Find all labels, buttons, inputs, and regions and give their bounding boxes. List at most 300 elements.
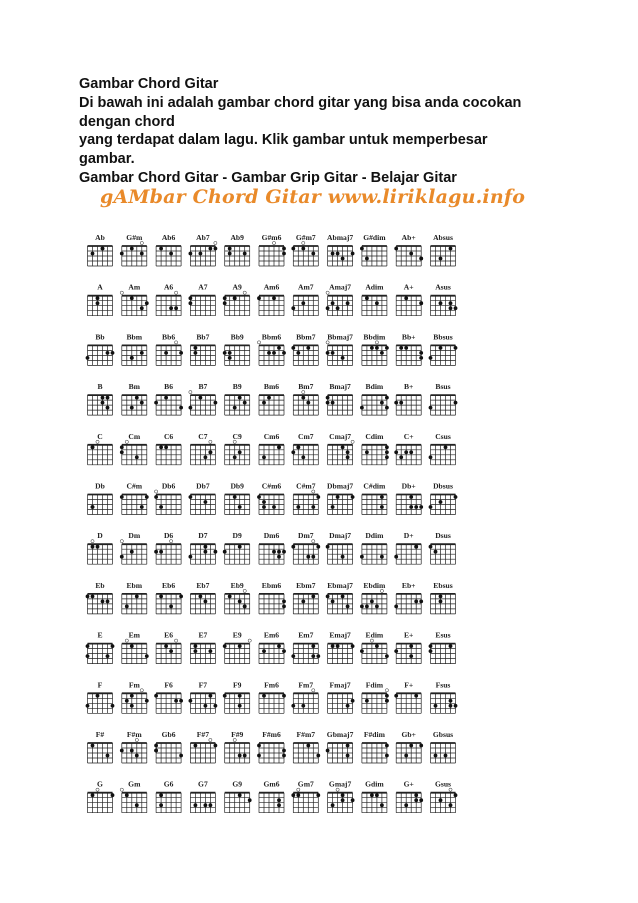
finger-dot	[164, 351, 168, 355]
fretboard	[88, 644, 113, 664]
finger-dot	[311, 595, 315, 599]
fretboard	[431, 296, 456, 316]
finger-dot	[223, 301, 227, 305]
finger-dot	[394, 555, 398, 559]
finger-dot	[380, 555, 384, 559]
chord-diagram-Db9	[225, 482, 250, 515]
fretboard	[225, 644, 250, 664]
finger-dot	[311, 252, 315, 256]
chord-diagram-Dbmaj7	[327, 482, 354, 515]
fretboard	[293, 743, 318, 763]
fretboard	[328, 693, 353, 713]
finger-dot	[145, 495, 149, 499]
finger-dot	[159, 505, 163, 509]
chord-label: Edim	[365, 630, 384, 640]
finger-dot	[209, 247, 213, 251]
finger-dot	[326, 749, 330, 753]
finger-dot	[262, 455, 266, 459]
finger-dot	[233, 455, 237, 459]
chord-label: Dbmaj7	[327, 481, 354, 491]
finger-dot	[351, 644, 355, 648]
chord-label: Eb7	[196, 580, 210, 590]
chord-diagram-Ebm6	[259, 581, 286, 614]
fretboard	[88, 345, 113, 365]
chord-diagram-F+	[394, 680, 421, 713]
fretboard	[293, 296, 318, 316]
finger-dot	[444, 445, 448, 449]
chord-diagram-C#m7	[293, 482, 320, 515]
finger-dot	[449, 306, 453, 310]
chord-label: Fm7	[298, 680, 314, 690]
finger-dot	[243, 252, 247, 256]
finger-dot	[272, 296, 276, 300]
chord-diagram-Gm	[120, 780, 147, 813]
finger-dot	[101, 600, 105, 604]
finger-dot	[228, 356, 232, 360]
finger-dot	[159, 550, 163, 554]
finger-dot	[238, 450, 242, 454]
finger-dot	[282, 351, 286, 355]
finger-dot	[414, 694, 418, 698]
finger-dot	[130, 704, 134, 708]
finger-dot	[189, 301, 193, 305]
fretboard	[225, 445, 250, 465]
finger-dot	[341, 798, 345, 802]
chord-label: Db7	[196, 481, 210, 491]
finger-dot	[331, 644, 335, 648]
finger-dot	[111, 351, 115, 355]
finger-dot	[282, 550, 286, 554]
chord-label: Bm6	[263, 382, 280, 392]
chord-diagram-Ab6	[156, 233, 181, 266]
chord-diagram-Em6	[259, 631, 286, 664]
finger-dot	[86, 644, 90, 648]
finger-dot	[282, 247, 286, 251]
finger-dot	[277, 798, 281, 802]
chord-diagram-Ab7	[189, 233, 218, 266]
finger-dot	[120, 252, 124, 256]
finger-dot	[449, 699, 453, 703]
chord-diagram-Dsus	[429, 531, 456, 564]
fretboard	[88, 693, 113, 713]
finger-dot	[419, 798, 423, 802]
open-string-marker	[120, 291, 123, 294]
chord-label: A+	[403, 282, 414, 292]
chord-diagram-Bm7	[293, 382, 318, 415]
fretboard	[431, 743, 456, 763]
finger-dot	[267, 396, 271, 400]
fretboard	[190, 296, 215, 316]
finger-dot	[399, 455, 403, 459]
finger-dot	[316, 495, 320, 499]
finger-dot	[238, 600, 242, 604]
fretboard	[328, 495, 353, 515]
fretboard	[328, 594, 353, 614]
finger-dot	[106, 754, 110, 758]
chord-label: Asus	[435, 282, 451, 292]
finger-dot	[409, 252, 413, 256]
fretboard	[396, 743, 421, 763]
fretboard	[362, 246, 387, 266]
finger-dot	[106, 396, 110, 400]
chord-label: Gbsus	[432, 730, 454, 739]
finger-dot	[204, 455, 208, 459]
chord-diagram-E9	[223, 631, 251, 664]
finger-dot	[169, 252, 173, 256]
open-string-marker	[385, 689, 388, 692]
chord-diagram-Db+	[396, 482, 423, 515]
finger-dot	[96, 694, 100, 698]
open-string-marker	[120, 540, 123, 543]
fretboard	[259, 793, 284, 813]
finger-dot	[238, 704, 242, 708]
finger-dot	[306, 401, 310, 405]
finger-dot	[301, 704, 305, 708]
fretboard	[225, 693, 250, 713]
finger-dot	[296, 351, 300, 355]
fretboard	[190, 594, 215, 614]
chord-label: Ebm7	[296, 580, 316, 590]
chord-label: E7	[198, 630, 208, 640]
chord-diagram-Fmaj7	[328, 680, 355, 713]
finger-dot	[311, 644, 315, 648]
chord-label: Dbsus	[433, 481, 453, 491]
finger-dot	[394, 605, 398, 609]
finger-dot	[449, 704, 453, 708]
chord-chart-image[interactable]	[79, 184, 477, 834]
chord-label: G9	[232, 779, 243, 789]
finger-dot	[365, 257, 369, 261]
chord-diagram-Dmaj7	[326, 531, 353, 564]
finger-dot	[404, 346, 408, 350]
chord-label: Am6	[263, 282, 280, 292]
chord-label: Bbdim	[363, 332, 386, 342]
finger-dot	[179, 351, 183, 355]
finger-dot	[326, 401, 330, 405]
chord-label: D6	[163, 531, 174, 541]
chord-diagram-C7	[190, 432, 215, 465]
chord-diagram-F6	[154, 680, 183, 713]
chord-diagram-Dm	[120, 531, 147, 564]
finger-dot	[291, 654, 295, 658]
open-string-marker	[243, 291, 246, 294]
chord-diagram-Absus	[431, 233, 456, 266]
finger-dot	[385, 346, 389, 350]
finger-dot	[86, 595, 90, 599]
finger-dot	[164, 445, 168, 449]
fretboard	[190, 445, 215, 465]
fretboard	[396, 395, 421, 415]
chord-diagram-Fsus	[431, 680, 458, 713]
finger-dot	[326, 545, 330, 549]
chord-label: E	[97, 630, 103, 640]
finger-dot	[130, 749, 134, 753]
finger-dot	[434, 754, 438, 758]
fretboard	[293, 693, 318, 713]
fretboard	[225, 296, 250, 316]
chord-diagram-Bb	[86, 332, 115, 365]
finger-dot	[449, 247, 453, 251]
chord-label: F#9	[231, 730, 244, 739]
chord-diagram-D7	[189, 531, 218, 564]
fretboard	[225, 395, 250, 415]
chord-diagram-B7	[189, 382, 218, 415]
open-string-marker	[243, 589, 246, 592]
chord-diagram-Db7	[189, 482, 216, 515]
chord-diagram-Gdim	[362, 780, 387, 813]
chord-diagram-F	[86, 680, 115, 713]
finger-dot	[262, 649, 266, 653]
finger-dot	[331, 301, 335, 305]
chord-label: Ebsus	[433, 580, 453, 590]
finger-dot	[439, 346, 443, 350]
chord-label: Bb7	[196, 332, 210, 342]
finger-dot	[311, 505, 315, 509]
finger-dot	[91, 505, 95, 509]
finger-dot	[204, 550, 208, 554]
finger-dot	[154, 550, 158, 554]
finger-dot	[277, 550, 281, 554]
chord-diagram-A+	[396, 283, 423, 316]
finger-dot	[331, 351, 335, 355]
fretboard	[362, 345, 387, 365]
finger-dot	[454, 346, 458, 350]
chord-label: Gsus	[434, 779, 452, 789]
chord-diagram-G+	[396, 780, 423, 813]
chord-label: Eb	[95, 580, 105, 590]
finger-dot	[223, 296, 227, 300]
chord-label: B9	[232, 382, 242, 392]
chord-diagram-Bm6	[259, 382, 284, 415]
chord-diagram-B+	[394, 382, 421, 415]
finger-dot	[336, 495, 340, 499]
chord-label: Eb6	[162, 580, 176, 590]
finger-dot	[228, 247, 232, 251]
chord-diagram-Am6	[257, 283, 284, 316]
chord-label: C9	[232, 431, 242, 441]
chord-diagram-Ab	[88, 233, 113, 266]
fretboard	[362, 793, 387, 813]
finger-dot	[189, 699, 193, 703]
chord-label: F7	[198, 680, 208, 690]
open-string-marker	[257, 341, 260, 344]
finger-dot	[194, 649, 198, 653]
chord-diagram-Ebm	[122, 581, 147, 614]
finger-dot	[351, 798, 355, 802]
chord-diagram-Dm6	[259, 531, 286, 564]
finger-dot	[360, 605, 364, 609]
finger-dot	[336, 306, 340, 310]
fretboard	[259, 594, 284, 614]
finger-dot	[429, 644, 433, 648]
finger-dot	[243, 401, 247, 405]
chord-label: G#m	[126, 233, 143, 242]
chord-label: Dm6	[263, 531, 280, 541]
finger-dot	[228, 252, 232, 256]
chord-label: G#m6	[261, 233, 282, 242]
doc-line-5: Gambar Chord Gitar - Gambar Grip Gitar - Belajar Gitar	[79, 169, 457, 186]
chord-diagram-Eb	[86, 581, 113, 614]
finger-dot	[404, 754, 408, 758]
chord-diagram-F#7	[190, 730, 217, 763]
chord-label: D9	[232, 531, 242, 541]
finger-dot	[351, 495, 355, 499]
fretboard	[225, 793, 250, 813]
chord-diagram-Gb+	[396, 730, 423, 763]
chord-diagram-Em	[122, 631, 149, 664]
fretboard	[88, 495, 113, 515]
chord-label: Gdim	[365, 779, 384, 789]
chord-diagram-D	[88, 531, 113, 564]
finger-dot	[385, 744, 389, 748]
chord-label: Cm	[128, 431, 141, 441]
finger-dot	[346, 744, 350, 748]
open-string-marker	[209, 440, 212, 443]
open-string-marker	[209, 738, 212, 741]
chord-label: G6	[163, 779, 174, 789]
finger-dot	[454, 401, 458, 405]
finger-dot	[394, 649, 398, 653]
chord-label: B	[97, 382, 103, 392]
chord-label: A	[97, 282, 103, 292]
fretboard	[122, 395, 147, 415]
chord-diagram-Ebm7	[293, 581, 318, 614]
chord-diagram-A9	[223, 283, 250, 316]
fretboard	[190, 395, 215, 415]
fretboard	[328, 395, 353, 415]
chord-label: F+	[404, 680, 414, 690]
chord-diagram-A	[88, 283, 113, 316]
chord-label: Cm6	[263, 431, 280, 441]
finger-dot	[223, 644, 227, 648]
chord-diagram-Em7	[291, 631, 320, 664]
fretboard	[122, 495, 147, 515]
chord-label: A9	[232, 282, 242, 292]
finger-dot	[380, 803, 384, 807]
fretboard	[328, 793, 353, 813]
finger-dot	[282, 694, 286, 698]
chord-label: Bbm7	[296, 332, 316, 342]
finger-dot	[380, 351, 384, 355]
chord-diagram-F#9	[225, 730, 250, 763]
chord-label: Db6	[161, 481, 176, 491]
finger-dot	[135, 455, 139, 459]
finger-dot	[306, 744, 310, 748]
finger-dot	[419, 351, 423, 355]
chord-label: Am	[128, 282, 141, 292]
finger-dot	[159, 793, 163, 797]
chord-diagram-Cm7	[291, 432, 318, 465]
finger-dot	[439, 595, 443, 599]
chord-label: Gb6	[161, 730, 176, 739]
finger-dot	[341, 356, 345, 360]
chord-label: Bb+	[401, 332, 416, 342]
chord-label: Gm	[128, 779, 141, 789]
finger-dot	[130, 356, 134, 360]
finger-dot	[272, 505, 276, 509]
fretboard	[225, 495, 250, 515]
chord-diagram-C9	[225, 432, 250, 465]
finger-dot	[419, 600, 423, 604]
fretboard	[88, 296, 113, 316]
chord-label: Em7	[298, 630, 314, 640]
finger-dot	[316, 545, 320, 549]
fretboard	[156, 693, 181, 713]
chord-diagram-Bsus	[429, 382, 458, 415]
chord-label: G+	[403, 779, 414, 789]
chord-grid	[79, 184, 477, 834]
finger-dot	[120, 450, 124, 454]
finger-dot	[429, 406, 433, 410]
finger-dot	[125, 605, 129, 609]
chord-diagram-Bb6	[156, 332, 183, 365]
finger-dot	[291, 306, 295, 310]
chord-diagram-Eb6	[156, 581, 183, 614]
finger-dot	[419, 257, 423, 261]
finger-dot	[262, 401, 266, 405]
finger-dot	[449, 803, 453, 807]
finger-dot	[380, 505, 384, 509]
chord-diagram-Eb+	[394, 581, 423, 614]
finger-dot	[169, 605, 173, 609]
finger-dot	[277, 555, 281, 559]
chord-diagram-C	[88, 432, 113, 465]
finger-dot	[385, 406, 389, 410]
chord-label: E6	[164, 630, 174, 640]
finger-dot	[257, 495, 261, 499]
fretboard	[431, 544, 456, 564]
finger-dot	[291, 545, 295, 549]
fretboard	[225, 345, 250, 365]
doc-line-1: Di bawah ini adalah gambar chord gitar yang bisa anda cocokan	[79, 94, 522, 111]
finger-dot	[346, 450, 350, 454]
fretboard	[396, 594, 421, 614]
finger-dot	[277, 803, 281, 807]
chord-label: A6	[163, 282, 174, 292]
finger-dot	[209, 649, 213, 653]
finger-dot	[301, 396, 305, 400]
finger-dot	[331, 505, 335, 509]
chord-diagram-Amaj7	[326, 283, 353, 316]
fretboard	[362, 693, 387, 713]
finger-dot	[316, 654, 320, 658]
fretboard	[293, 246, 318, 266]
chord-label: Ebdim	[363, 580, 386, 590]
finger-dot	[174, 699, 178, 703]
finger-dot	[179, 754, 183, 758]
chord-label: Gm6	[263, 779, 280, 789]
fretboard	[293, 395, 318, 415]
finger-dot	[140, 401, 144, 405]
finger-dot	[159, 595, 163, 599]
fretboard	[88, 246, 113, 266]
finger-dot	[291, 450, 295, 454]
fretboard	[431, 693, 456, 713]
finger-dot	[375, 644, 379, 648]
chord-label: Am7	[297, 282, 314, 292]
doc-line-3: yang terdapat dalam lagu. Klik gambar untuk memperbesar	[79, 132, 488, 149]
finger-dot	[125, 699, 129, 703]
chord-diagram-G6	[156, 780, 181, 813]
chord-label: Gbmaj7	[326, 730, 354, 739]
finger-dot	[409, 495, 413, 499]
chord-label: Em	[128, 630, 140, 640]
finger-dot	[233, 296, 237, 300]
finger-dot	[204, 704, 208, 708]
chord-diagram-C#dim	[362, 482, 387, 515]
fretboard	[293, 495, 318, 515]
fretboard	[431, 345, 456, 365]
